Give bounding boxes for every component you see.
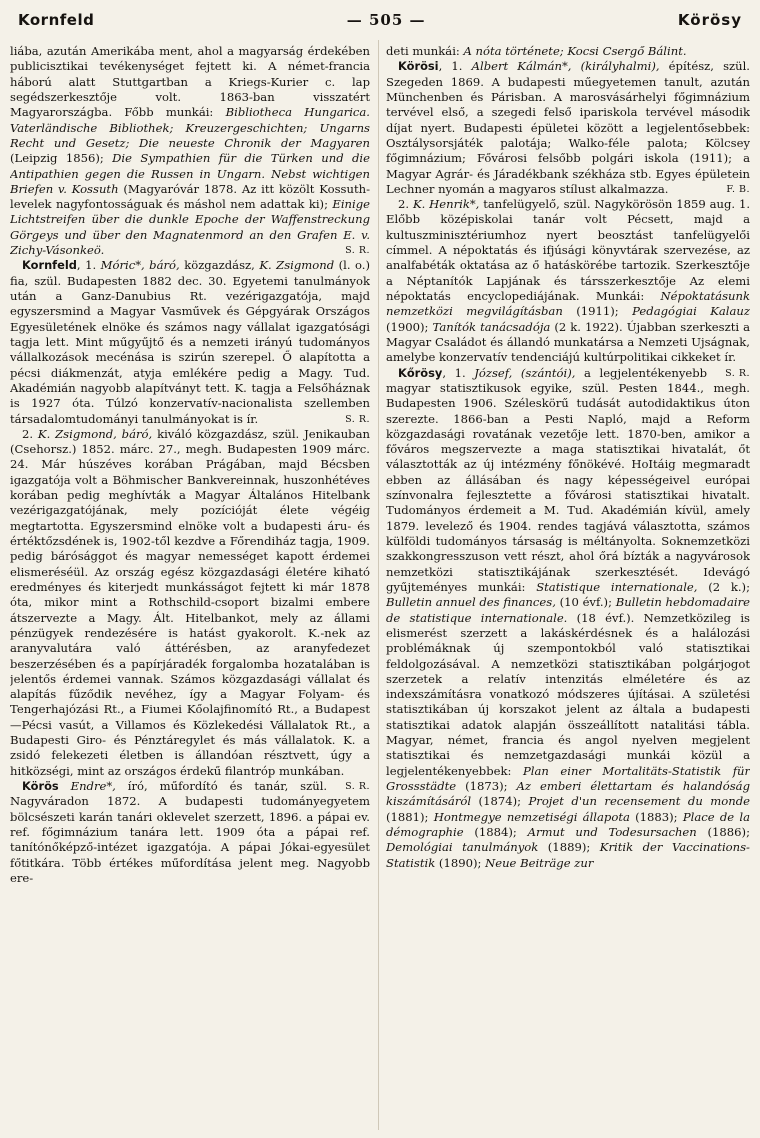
italic-text: Pedagógiai Kalauz [632,304,750,319]
entry-text: , 1. [76,258,101,273]
italic-text: K. Henrik*, [412,197,480,212]
italic-text: Einige Lichtstreifen über die dunkle Epoche der Waffenstreckung Görgeys und über den Magnatenmord an den Grafen E. v. Zichy-Vásonkeö. [10,197,370,258]
author-signature: F. B. [726,183,750,195]
italic-text: Die Sympathien für die Türken und die Antipathien gegen die Russen in Ungarn. Nebst wichtigen Briefen v. Kossuth [10,151,370,196]
italic-text: Népoktatásunk nemzetközi megvilágításban [386,289,750,319]
entry-text: (2 k. 1922). Újabban szerkeszti a Magyar Családot és állandó munkatársa a Nemzeti Ujságnak, amelybe konzervatív tendenciájú kultúrpolitikai cikkeket ír. [386,319,750,365]
entry-text: , 1. [438,59,472,74]
italic-text: Bulletin hebdomadaire de statistique internationale. [386,595,750,625]
entry-text: 2. [22,426,38,441]
entry-continuation [10,44,370,258]
page-number: — 505 — [346,11,426,29]
author-signature: S. R. [345,781,370,792]
entry-headword: Körös [22,779,59,793]
italic-text: K. Zsigmond [259,258,335,273]
entry-text: (2 k.); [697,579,750,594]
entry-text: (1883); [629,809,683,824]
entry-text [59,779,71,793]
entry-continuation [386,44,750,59]
italic-text: Projet d'un recensement du monde [528,794,750,809]
entry-text: építész, szül. Szegeden 1869. A budapesti műegyetemen tanult, azután Münchenben és Párisban. A marosvásárhelyi főgimnázium tervével első, a szegedi felső ipariskola tervével második díjat nyert. Budapesti épületei között a legjelentősebbek: Osztálysorsjáték palotája; Walko-féle palota; Kölcsey főgimnázium; Fővárosi felsőbb polgári iskola (1911); a Magyar Agrár- és Járadékbank székháza stb. Egyes épületein Lechner nyomán a magyaros stílust alkalmazza. [386,59,750,196]
page-header [18,8,742,32]
entry-headword: Kornfeld [22,258,77,273]
author-signature: S. R. [345,245,370,257]
entry-headword: Kőrösy [398,365,443,380]
italic-text: Albert Kálmán*, (királyhalmi), [471,59,660,74]
italic-text: Kritik der Vaccinations-Statistik [386,840,750,870]
left-column [10,44,370,1130]
entry-text: (1881); [386,809,434,824]
entry-text: deti munkái: [386,44,464,58]
column-divider [378,40,379,1130]
entry-text: (18 évf.). Nemzetközileg is elismerést szerzett a lakáskérdésnek és a halálozási problémáknak új szempontokból való statisztikai feldolgozásával. A nemzetközi statisztikában polgárjogot szerzetek a relatív intenzitás elméletére és az indexszámításra vonatkozó módszeres újításai. A születési statisztikában új korszakot jelent az általa a budapesti statisztikai adatok alapján összeállított natalitási tábla. Magyar, német, francia és angol nyelven megjelent statisztikai és nemzetgazdasági munkái közül a legjelentékenyebbek: [386,610,750,778]
entry-text: (1889); [538,840,600,855]
italic-text: Demológiai tanulmányok [386,840,539,855]
entry-headword: Körösi [398,59,439,74]
entry-text: (1874); [471,794,529,809]
entry-text: kiváló közgazdász, szül. Jenikauban (Csehorsz.) 1852. márc. 27., megh. Budapesten 1909 márc. 24. Már húszéves korában Prágában, majd Bécsben igazgatója volt a Böhmischer Bankvereinnak, huszonhétéves korában pedig meghívták a Magyar Általános Hitelbank vezérigazgatójának, mely pozícióját élete végéig megtartotta. Egyszersmind elnöke volt a budapesti áru- és értéktőzsdének is, 1902-től kezdve a Főrendiház tagja, 1909. pedig bárósággot és magyar nemességet kapott érdemei elismeréséül. Az ország egész közgazdasági életére kiható eredményes és kiterjedt munkásságot fejtett ki már 1878 óta, mikor mint a Rothschild-csoport bizalmi embere átszervezte a Magy. Ált. Hitelbankot, mely az állami pénzügyek rendezésére is hatást gyakorolt. K.-nek az aranyvalutára való áttérésben, az aranyfedezet beszerzésében és a papírjáradék forgalomba hozatalában is jelentős érdemei vannak. Számos közgazdasági vállalat és alapítás fűződik nevéhez, így a Magyar Folyam- és Tengerhajózási Rt., a Fiumei Kőolajfinomító Rt., a Budapest—Pécsi vasút, a Villamos és Közlekedési Vállalatok Rt., a Budapesti Giro- és Pénztáregylet és más vállalatok. K. a zsidó felekezeti életben is állandóan résztvett, úgy a hitközségi, mint az országos érdekű filantróp munkában. [10,426,370,778]
entry-text: (10 évf.); [555,595,616,610]
italic-text: Statistique internationale, [536,579,698,594]
italic-text: A nóta története; Kocsi Csergő Bálint. [463,44,687,58]
entry-text: , 1. [442,365,475,380]
entry-text: liába, azután Amerikába ment, ahol a magyarság érdekében publicisztikai tevékenységet fejtett ki. A német-francia háború alatt Stuttgartban a Kriegs-Kurier c. lap segédszerkesztője volt. 1863-ban visszatért Magyarországba. Főbb munkái: [10,44,370,120]
italic-text: Az emberi élettartam és halandóság kiszámításáról [386,779,750,809]
entry-text: (1900); [386,319,433,334]
lexicon-entry [10,258,370,426]
entry-text: (1911); [562,304,633,319]
italic-text: Place de la démographie [386,809,750,839]
entry-text: a legjelentékenyebb magyar statisztikusok egyike, szül. Pesten 1844., megh. Budapesten 1906. Széleskörű tudását autodidaktikus úton szerezte. 1866-ban a Pesti Napló, majd a Reform közgazdasági rovatának vezetője lett. 1870-ben, amikor a főváros megszervezte a maga statisztikai hivatalát, őt választották az új intézmény főnökévé. HoItáig megmaradt ebben az állásában és nagy képességeivel európai színvonalra fejlesztette a fővárosi statisztikai hivatalt. Tudományos érdemeit a M. Tud. Akadémián kívül, amely 1879. levelező és 1904. rendes tagjává választotta, számos külföldi tudományos társaság is méltányolta. Soknemzetközi szakkongresszuson vett részt, ahol őrá bízták a nagyvárosok nemzetközi statisztikájának szerkesztését. Idevágó gyűjteményes munkái: [386,365,750,594]
lexicon-entry [386,59,750,197]
entry-text: író, műfordító és tanár, szül. Nagyváradon 1872. A budapesti tudományegyetem bölcsészeti karán tanári oklevelet szerzett, 1896. a pápai ev. ref. főgimnázium tanára lett. 1909 óta a pápai ref. tanítónőképző-intézet igazgatója. A pápai Jókai-egyesület főtitkára. Több értékes műfordítása jelent meg. Nagyobb ere- [10,779,370,885]
italic-text: József, (szántói), [474,365,576,380]
entry-text: közgazdász, [179,258,260,273]
header-left-headword: Kornfeld [18,11,95,29]
author-signature: S. R. [725,367,750,379]
italic-text: Tanítók tanácsadója [432,319,551,334]
entry-text: 2. [398,197,413,212]
entry-text: (Leipzig 1856); [10,151,113,166]
entry-text: (1873); [456,779,517,793]
italic-text: Plan einer Mortalitäts-Statistik für Grossstädte [386,763,750,793]
entry-text: tanfelügyelő, szül. Nagykörösön 1859 aug. 1. Előbb középiskolai tanár volt Pécsett, majd a kultuszminisztériumhoz nyert beosztást tanfelügyelői címmel. A népoktatás és ifjúsági könyvtárak szervezése, az analfabéták oktatása az ő hatáskörébe tartozik. Szerkesztője a Néptanítók Lapjának és társszerkesztője Az elemi népoktatás encyclopediájának. Munkái: [386,197,750,303]
lexicon-entry [386,366,750,871]
italic-text: K. Zsigmond, báró, [37,426,153,441]
italic-text: Hontmegye nemzetiségi állapota [433,809,630,824]
italic-text: Neue Beiträge zur [485,855,594,870]
header-right-headword: Körösy [677,11,742,29]
lexicon-entry [10,779,370,886]
entry-text: (Magyaróvár 1878. Az itt közölt Kossuth-levelek nagyfontosságuak és máshol nem adattak ki); [10,181,370,212]
italic-text: Armut und Todesursachen [527,824,697,839]
entry-text: (l. o.) fia, szül. Budapesten 1882 dec. 30. Egyetemi tanulmányok után a Ganz-Danubius Rt. vezérigazgatója, majd egyszersmind a Magyar Vasművek és Gépgyárak Országos Egyesületének elnöke és számos nagy vállalat igazgatósági tagja lett. Mint műgyűjtő és a nemzeti irányú tudományos vállalkozások mecénása is szirún szerepel. Ő alapította a pécsi diákmenzát, atyja emlékére pedig a Magy. Tud. Akadémián nagyobb alapítványt tett. K. tagja a Felsőháznak is 1927 óta. Túlzó konzervatív-nacionalista szellemben társadalomtudományi tanulmányokat is ír. [10,258,370,426]
italic-text: Bibliotheca Hungarica. Vaterländische Bibliothek; Kreuzergeschichten; Ungarns Recht und Gesetz; Die neueste Chronik der Magyaren [10,105,370,150]
italic-text: Móric*, báró, [100,258,180,273]
right-column [386,44,750,1130]
author-signature: S. R. [345,413,370,425]
entry-text: (1890); [435,855,486,870]
italic-text: Bulletin annuel des finances, [386,595,556,610]
italic-text: Endre*, [70,779,116,793]
entry-text: (1886); [696,824,750,839]
entry-text: (1884); [463,824,528,839]
